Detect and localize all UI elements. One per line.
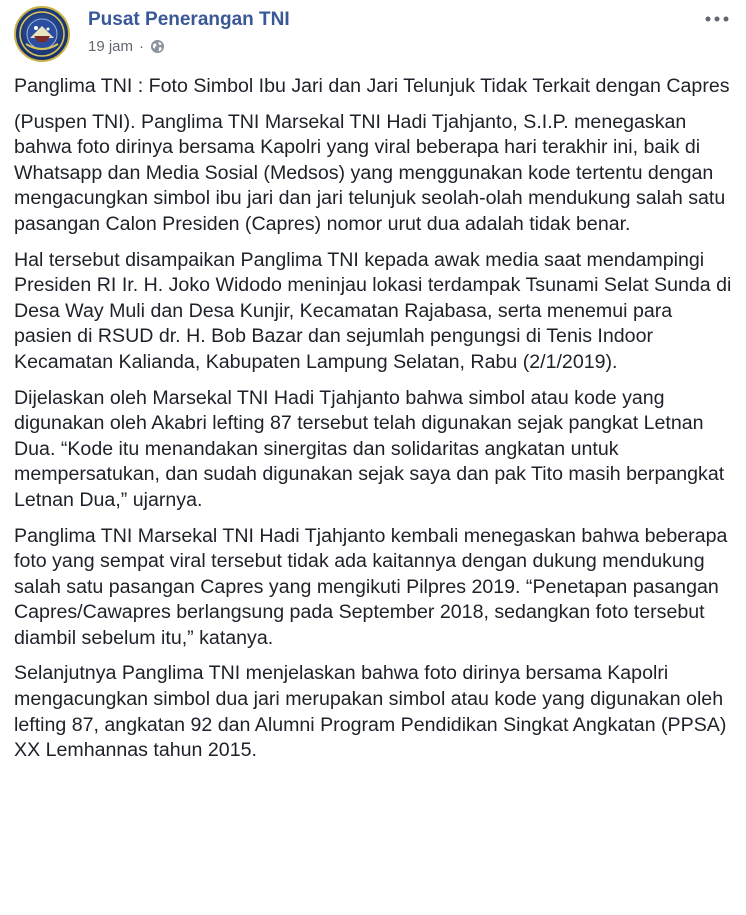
page-name-link[interactable]: Pusat Penerangan TNI [88,9,290,30]
post-timestamp[interactable]: 19 jam [88,38,134,55]
post-paragraph: Selanjutnya Panglima TNI menjelaskan bahwa foto dirinya bersama Kapolri mengacungkan simbol dua jari merupakan simbol atau kode yang digunakan oleh lefting 87, angkatan 92 dan Alumni Program Pendidikan Singkat Angkatan (PPSA) XX Lemhannas tahun 2015. [14,662,727,762]
globe-icon[interactable] [150,39,165,54]
post-paragraph: Dijelaskan oleh Marsekal TNI Hadi Tjahjanto bahwa simbol atau kode yang digunakan oleh Akabri lefting 87 tersebut telah digunakan sejak pangkat Letnan Dua. “Kode itu menandakan sinergitas dan solidaritas angkatan untuk mempersatukan, dan sudah digunakan sejak saya dan pak Tito masih berpangkat Letnan Dua,” ujarnya. [14,386,725,511]
post-paragraph-title: Panglima TNI : Foto Simbol Ibu Jari dan Jari Telunjuk Tidak Terkait dengan Capres [14,75,730,97]
more-options-button[interactable] [702,10,732,28]
post-header [14,6,736,62]
page-avatar[interactable] [14,6,70,62]
post-paragraph: Hal tersebut disampaikan Panglima TNI kepada awak media saat mendampingi Presiden RI Ir. H. Joko Widodo meninjau lokasi terdampak Tsunami Selat Sunda di Desa Way Muli dan Desa Kunjir, Kecamatan Rajabasa, serta menemui para pasien di RSUD dr. H. Bob Bazar dan sejumlah pengungsi di Tenis Indoor Kecamatan Kalianda, Kabupaten Lampung Selatan, Rabu (2/1/2019). [14,248,732,373]
post-text [14,74,734,774]
emblem-icon [16,8,68,60]
post-paragraph: Panglima TNI Marsekal TNI Hadi Tjahjanto kembali menegaskan bahwa beberapa foto yang sempat viral tersebut tidak ada kaitannya dengan dukung mendukung salah satu pasangan Capres yang mengikuti Pilpres 2019. “Penetapan pasangan Capres/Cawapres berlangsung pada September 2018, sedangkan foto tersebut diambil sebelum itu,” katanya. [14,524,728,649]
post-meta [88,38,165,55]
meta-separator: · [139,38,145,55]
ellipsis-icon [705,16,729,22]
post-paragraph: (Puspen TNI). Panglima TNI Marsekal TNI Hadi Tjahjanto, S.I.P. menegaskan bahwa foto dirinya bersama Kapolri yang viral beberapa hari terakhir ini, baik di Whatsapp dan Media Sosial (Medsos) yang menggunakan kode tertentu dengan mengacungkan simbol ibu jari dan jari telunjuk seolah-olah mendukung salah satu pasangan Calon Presiden (Capres) nomor urut dua adalah tidak benar. [14,110,726,235]
